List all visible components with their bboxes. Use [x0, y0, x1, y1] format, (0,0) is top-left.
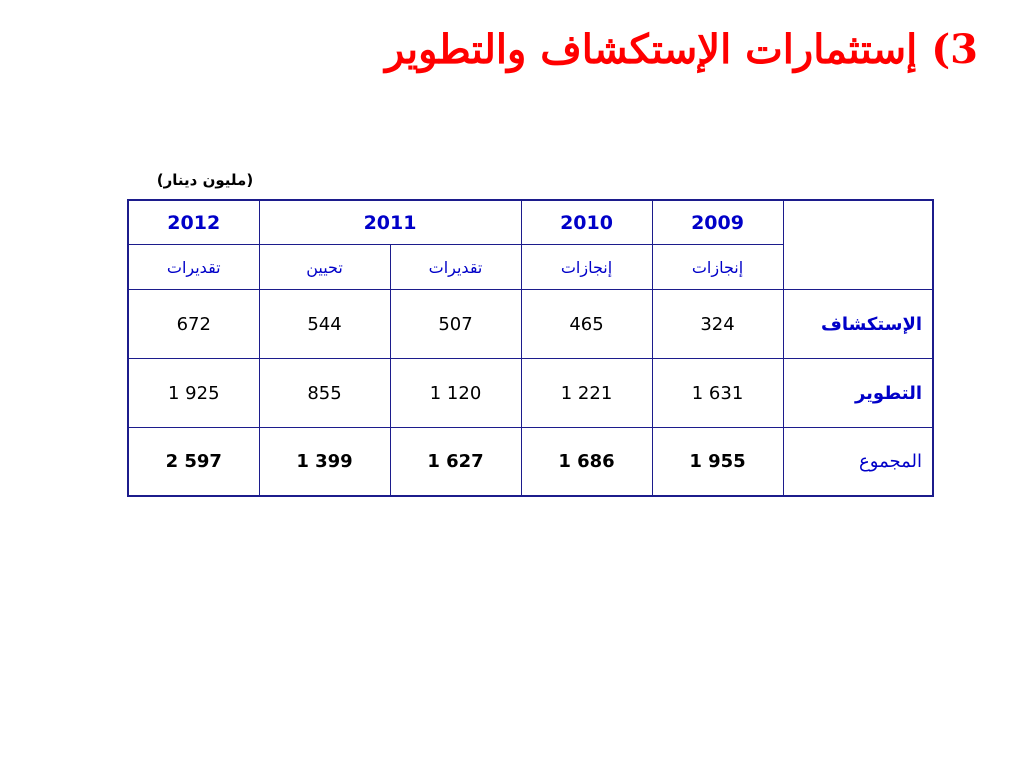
year-2012: 2012 [128, 200, 259, 245]
value-cell: 324 [652, 290, 783, 359]
value-cell: 507 [390, 290, 521, 359]
type-cell: تحيين [259, 245, 390, 290]
table-row-development [128, 359, 933, 428]
year-2009: 2009 [652, 200, 783, 245]
corner-cell [783, 200, 933, 290]
value-cell: 855 [259, 359, 390, 428]
table-row-total [128, 428, 933, 497]
row-label: التطوير [783, 359, 933, 428]
value-cell: 544 [259, 290, 390, 359]
type-cell: تقديرات [390, 245, 521, 290]
table-row-exploration [128, 290, 933, 359]
value-cell: 1 925 [128, 359, 259, 428]
total-cell: 2 597 [128, 428, 259, 497]
year-2011: 2011 [259, 200, 521, 245]
year-header-row [128, 200, 933, 245]
value-cell: 1 120 [390, 359, 521, 428]
investment-table [127, 199, 934, 497]
value-cell: 672 [128, 290, 259, 359]
total-cell: 1 955 [652, 428, 783, 497]
total-cell: 1 399 [259, 428, 390, 497]
slide-title: 3) إستثمارات الإستكشاف والتطوير [384, 26, 978, 73]
year-2010: 2010 [521, 200, 652, 245]
value-cell: 1 221 [521, 359, 652, 428]
unit-note: (مليون دينار) [156, 171, 254, 189]
value-cell: 465 [521, 290, 652, 359]
type-cell: تقديرات [128, 245, 259, 290]
row-label: الإستكشاف [783, 290, 933, 359]
total-cell: 1 686 [521, 428, 652, 497]
type-cell: إنجازات [652, 245, 783, 290]
row-label: المجموع [783, 428, 933, 497]
total-cell: 1 627 [390, 428, 521, 497]
type-cell: إنجازات [521, 245, 652, 290]
value-cell: 1 631 [652, 359, 783, 428]
